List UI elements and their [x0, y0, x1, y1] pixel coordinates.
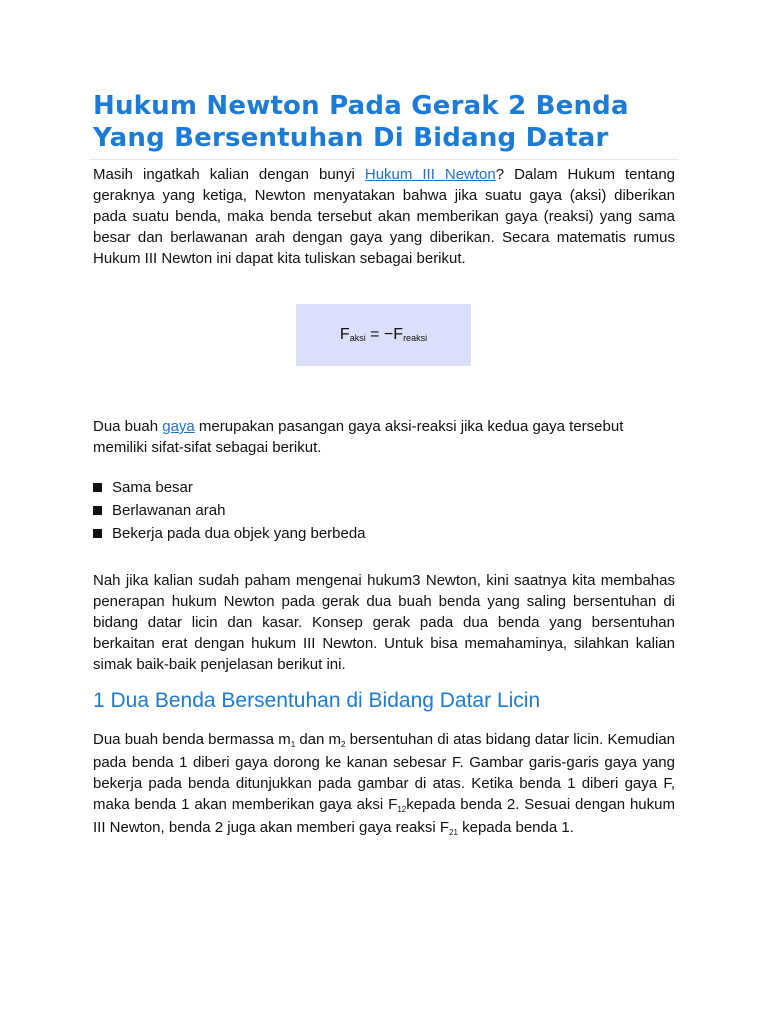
p4-text-b: dan m — [295, 731, 342, 748]
title-divider — [90, 159, 678, 160]
hukum-iii-newton-link[interactable]: Hukum III Newton — [364, 166, 496, 183]
list-item — [93, 499, 366, 522]
intro-paragraph — [93, 164, 675, 269]
formula-lhs-subscript: aksi — [349, 333, 366, 343]
mass-1-subscript: 1 — [290, 740, 296, 749]
force-21-subscript: 21 — [449, 828, 458, 837]
section-heading: 1 Dua Benda Bersentuhan di Bidang Datar Licin — [93, 689, 541, 712]
p4-text-e: kepada benda 1. — [457, 819, 574, 836]
list-item — [93, 522, 366, 545]
p4-text-a: Dua buah benda bermassa m — [93, 731, 291, 748]
intro-text-rest: ? Dalam Hukum tentang geraknya yang ketiga, Newton menyatakan bahwa jika suatu gaya (aksi) diberikan pada suatu benda, maka benda tersebut akan memberikan gaya (reaksi) yang sama besar dan berlawanan arah dengan gaya yang diberikan. Secara matematis rumus Hukum III Newton ini dapat kita tuliskan sebagai berikut. — [93, 166, 676, 267]
list-item-text: Sama besar — [112, 479, 193, 496]
p4-text-c: bersentuhan di atas bidang datar licin. Kemudian pada benda 1 diberi gaya dorong ke kanan sebesar F. Gambar garis-garis gaya yang bekerja pada benda ditunjukkan pada gambar di atas. Ketika benda 1 diberi gaya F, maka benda 1 akan memberikan gaya aksi F — [93, 731, 676, 813]
gaya-link[interactable]: gaya — [162, 418, 195, 435]
list-item — [93, 476, 366, 499]
section-paragraph — [93, 729, 675, 840]
square-bullet-icon — [93, 506, 102, 515]
mass-2-subscript: 2 — [341, 740, 346, 749]
application-paragraph: Nah jika kalian sudah paham mengenai hukum3 Newton, kini saatnya kita membahas penerapan hukum Newton pada gerak dua buah benda yang saling bersentuhan di bidang datar licin dan kasar. Konsep gerak pada dua benda yang bersentuhan berkaitan erat dengan hukum III Newton. Untuk bisa memahaminya, silahkan kalian simak baik-baik penjelasan berikut ini. — [93, 572, 675, 673]
action-reaction-paragraph — [93, 416, 675, 458]
intro-text-start: Masih ingatkah kalian dengan bunyi — [93, 166, 365, 183]
article-title: Hukum Newton Pada Gerak 2 Benda Yang Bersentuhan Di Bidang Datar — [93, 91, 629, 153]
formula-box — [296, 304, 471, 366]
square-bullet-icon — [93, 483, 102, 492]
p2-text-rest: merupakan pasangan gaya aksi-reaksi jika kedua gaya tersebut memiliki sifat-sifat sebagai berikut. — [93, 418, 624, 456]
p2-text-start: Dua buah — [93, 418, 163, 435]
list-item-text: Bekerja pada dua objek yang berbeda — [112, 525, 366, 542]
properties-list — [93, 476, 366, 545]
force-12-subscript: 12 — [397, 805, 407, 814]
formula-operator: = −F — [365, 326, 404, 343]
list-item-text: Berlawanan arah — [112, 502, 226, 519]
p4-text-d: kepada benda 2. Sesuai dengan hukum III Newton, benda 2 juga akan memberi gaya reaksi F — [93, 796, 675, 836]
formula-lhs: F — [339, 326, 350, 343]
square-bullet-icon — [93, 529, 102, 538]
formula-rhs-subscript: reaksi — [403, 333, 428, 343]
